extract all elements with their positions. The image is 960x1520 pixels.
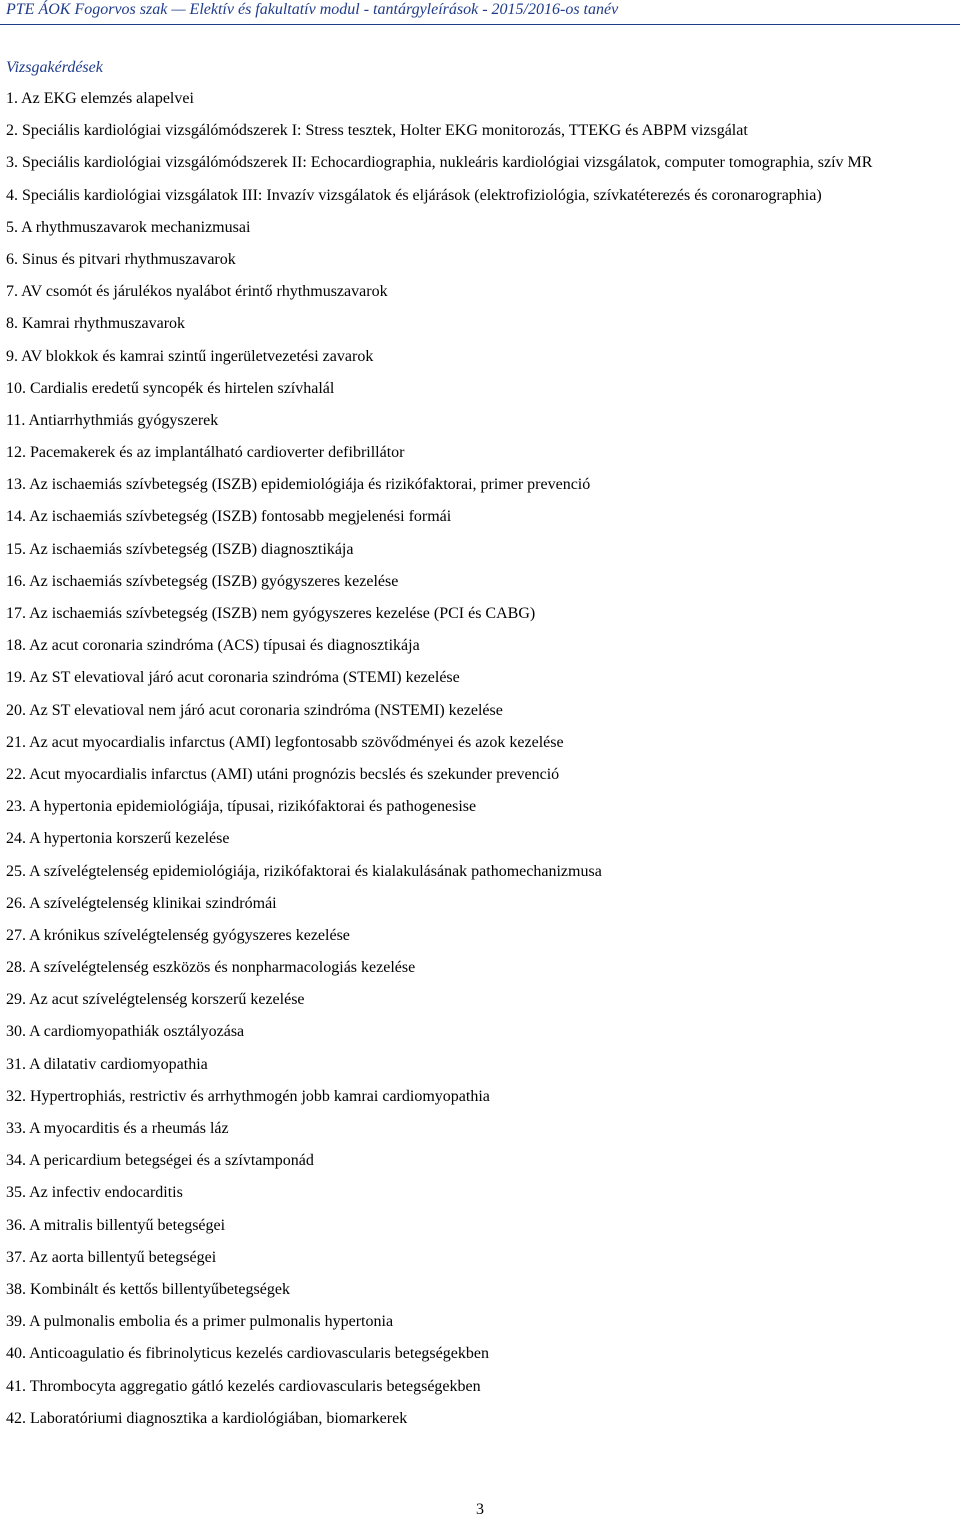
exam-question: 1. Az EKG elemzés alapelvei [6, 90, 194, 107]
exam-question: 36. A mitralis billentyű betegségei [6, 1216, 226, 1234]
exam-question: 31. A dilatativ cardiomyopathia [6, 1055, 208, 1073]
exam-question: 25. A szívelégtelenség epidemiológiája, rizikófaktorai és kialakulásának pathomechanizmusa [6, 862, 602, 880]
exam-question: 2. Speciális kardiológiai vizsgálómódszerek I: Stress tesztek, Holter EKG monitorozás, TTEKG és ABPM vizsgálat [6, 122, 748, 140]
exam-question: 27. A krónikus szívelégtelenség gyógyszeres kezelése [6, 926, 350, 944]
exam-question: 15. Az ischaemiás szívbetegség (ISZB) diagnosztikája [6, 540, 354, 558]
exam-question: 4. Speciális kardiológiai vizsgálatok III: Invazív vizsgálatok és eljárások (elektrofiziológia, szívkatéterezés és coronarographia) [6, 186, 822, 204]
exam-question: 16. Az ischaemiás szívbetegség (ISZB) gyógyszeres kezelése [6, 572, 399, 590]
exam-question: 40. Anticoagulatio és fibrinolyticus kezelés cardiovascularis betegségekben [6, 1345, 489, 1363]
exam-question: 18. Az acut coronaria szindróma (ACS) típusai és diagnosztikája [6, 637, 420, 655]
exam-question: 3. Speciális kardiológiai vizsgálómódszerek II: Echocardiographia, nukleáris kardiológiai vizsgálatok, computer tomographia, szív MR [6, 154, 873, 172]
exam-question: 33. A myocarditis és a rheumás láz [6, 1120, 229, 1137]
exam-question: 19. Az ST elevatioval járó acut coronaria szindróma (STEMI) kezelése [6, 669, 460, 687]
exam-question: 5. A rhythmuszavarok mechanizmusai [6, 218, 251, 236]
exam-question: 17. Az ischaemiás szívbetegség (ISZB) nem gyógyszeres kezelése (PCI és CABG) [6, 605, 536, 622]
exam-question: 14. Az ischaemiás szívbetegség (ISZB) fontosabb megjelenési formái [6, 508, 452, 526]
exam-question: 26. A szívelégtelenség klinikai szindrómái [6, 894, 277, 912]
exam-question: 38. Kombinált és kettős billentyűbetegségek [6, 1280, 290, 1298]
exam-question: 20. Az ST elevatioval nem járó acut coronaria szindróma (NSTEMI) kezelése [6, 701, 503, 719]
header-divider [0, 24, 960, 25]
exam-question: 32. Hypertrophiás, restrictiv és arrhythmogén jobb kamrai cardiomyopathia [6, 1087, 490, 1105]
exam-question: 35. Az infectiv endocarditis [6, 1184, 183, 1202]
exam-question: 39. A pulmonalis embolia és a primer pulmonalis hypertonia [6, 1313, 394, 1331]
exam-question: 11. Antiarrhythmiás gyógyszerek [6, 411, 219, 429]
exam-question: 7. AV csomót és járulékos nyalábot érintő rhythmuszavarok [6, 283, 388, 301]
page-number: 3 [476, 1501, 484, 1518]
page-header: PTE ÁOK Fogorvos szak — Elektív és fakultatív modul - tantárgyleírások - 2015/2016-os tanév [6, 1, 619, 18]
exam-question: 6. Sinus és pitvari rhythmuszavarok [6, 250, 236, 268]
exam-question: 23. A hypertonia epidemiológiája, típusai, rizikófaktorai és pathogenesise [6, 798, 477, 816]
exam-question: 21. Az acut myocardialis infarctus (AMI) legfontosabb szövődményei és azok kezelése [6, 733, 564, 751]
exam-question: 22. Acut myocardialis infarctus (AMI) utáni prognózis becslés és szekunder prevenció [6, 765, 560, 783]
exam-question: 12. Pacemakerek és az implantálható cardioverter defibrillátor [6, 444, 405, 462]
exam-question: 10. Cardialis eredetű syncopék és hirtelen szívhalál [6, 379, 335, 397]
exam-question: 8. Kamrai rhythmuszavarok [6, 315, 186, 333]
section-title: Vizsgakérdések [6, 59, 103, 76]
exam-questions-list [6, 89, 960, 1441]
exam-question: 37. Az aorta billentyű betegségei [6, 1248, 217, 1266]
exam-question: 24. A hypertonia korszerű kezelése [6, 830, 230, 848]
exam-question: 29. Az acut szívelégtelenség korszerű kezelése [6, 991, 305, 1009]
exam-question: 42. Laboratóriumi diagnosztika a kardiológiában, biomarkerek [6, 1409, 408, 1427]
exam-question: 34. A pericardium betegségei és a szívtamponád [6, 1152, 314, 1170]
exam-question: 41. Thrombocyta aggregatio gátló kezelés cardiovascularis betegségekben [6, 1377, 481, 1395]
exam-question: 9. AV blokkok és kamrai szintű ingerületvezetési zavarok [6, 347, 374, 365]
exam-question: 30. A cardiomyopathiák osztályozása [6, 1023, 245, 1041]
exam-question: 13. Az ischaemiás szívbetegség (ISZB) epidemiológiája és rizikófaktorai, primer prevenció [6, 476, 591, 494]
exam-question: 28. A szívelégtelenség eszközös és nonpharmacologiás kezelése [6, 959, 416, 977]
